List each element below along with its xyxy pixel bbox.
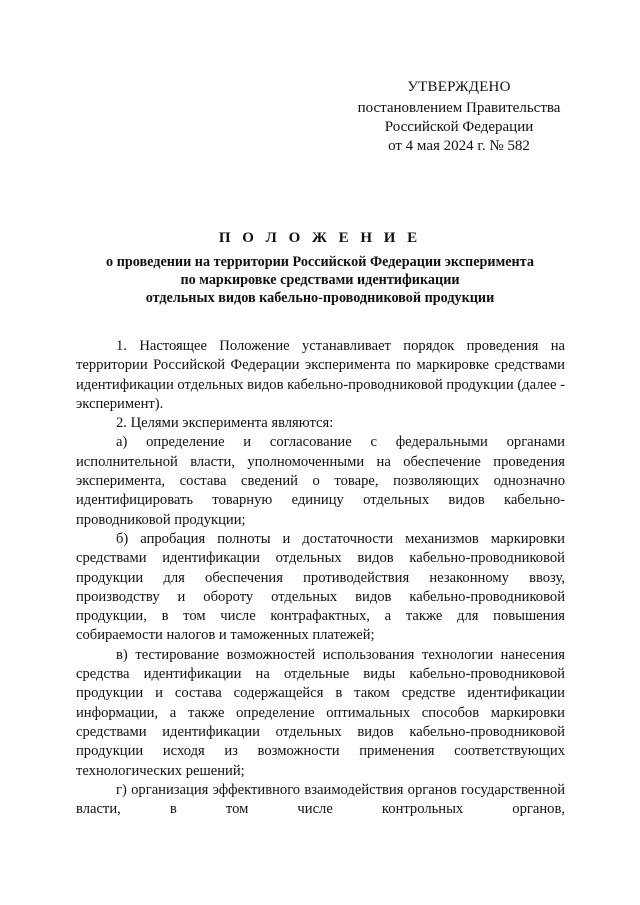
approval-line: постановлением Правительства (357, 100, 561, 116)
paragraph-a: а) определение и согласование с федеральными органами исполнительной власти, уполномоченными на обеспечение проведения эксперимента, состава сведений о товаре, позволяющих однозначно идентифицировать товарную единицу отдельных видов кабельно-проводниковой продукции; (76, 434, 565, 528)
paragraph-2: 2. Целями эксперимента являются: (116, 415, 334, 432)
approval-line: Российской Федерации (384, 119, 534, 135)
approval-stamp: УТВЕРЖДЕНО (407, 79, 511, 95)
approval-block (340, 78, 578, 156)
document-heading (60, 228, 580, 307)
document-subtitle-line: по маркировке средствами идентификации (180, 272, 460, 288)
document-title: П О Л О Ж Е Н И Е (218, 230, 422, 246)
document-subtitle-line: отдельных видов кабельно-проводниковой продукции (145, 290, 495, 306)
paragraph-b: б) апробация полноты и достаточности механизмов маркировки средствами идентификации отдельных видов кабельно-проводниковой продукции для обеспечения противодействия незаконному ввозу, производству и обороту отдельных видов кабельно-проводниковой продукции, в том числе контрафактных, а также для повышения собираемости налогов и таможенных платежей; (76, 530, 565, 644)
paragraph-g: г) организация эффективного взаимодействия органов государственной власти, в том числе контрольных органов, (76, 781, 565, 818)
document-subtitle-line: о проведении на территории Российской Федерации эксперимента (106, 254, 534, 270)
paragraph-1: 1. Настоящее Положение устанавливает порядок проведения на территории Российской Федерации эксперимента по маркировке средствами идентификации отдельных видов кабельно-проводниковой продукции (далее - эксперимент). (76, 338, 565, 412)
paragraph-v: в) тестирование возможностей использования технологии нанесения средства идентификации на отдельные виды кабельно-проводниковой продукции и состава содержащейся в таком средстве идентификации информации, а также определение оптимальных способов маркировки средствами идентификации отдельных видов кабельно-проводниковой продукции исходя из возможности применения соответствующих технологических решений; (76, 646, 565, 779)
approval-date: от 4 мая 2024 г. № 582 (388, 138, 530, 154)
document-body (76, 337, 565, 819)
